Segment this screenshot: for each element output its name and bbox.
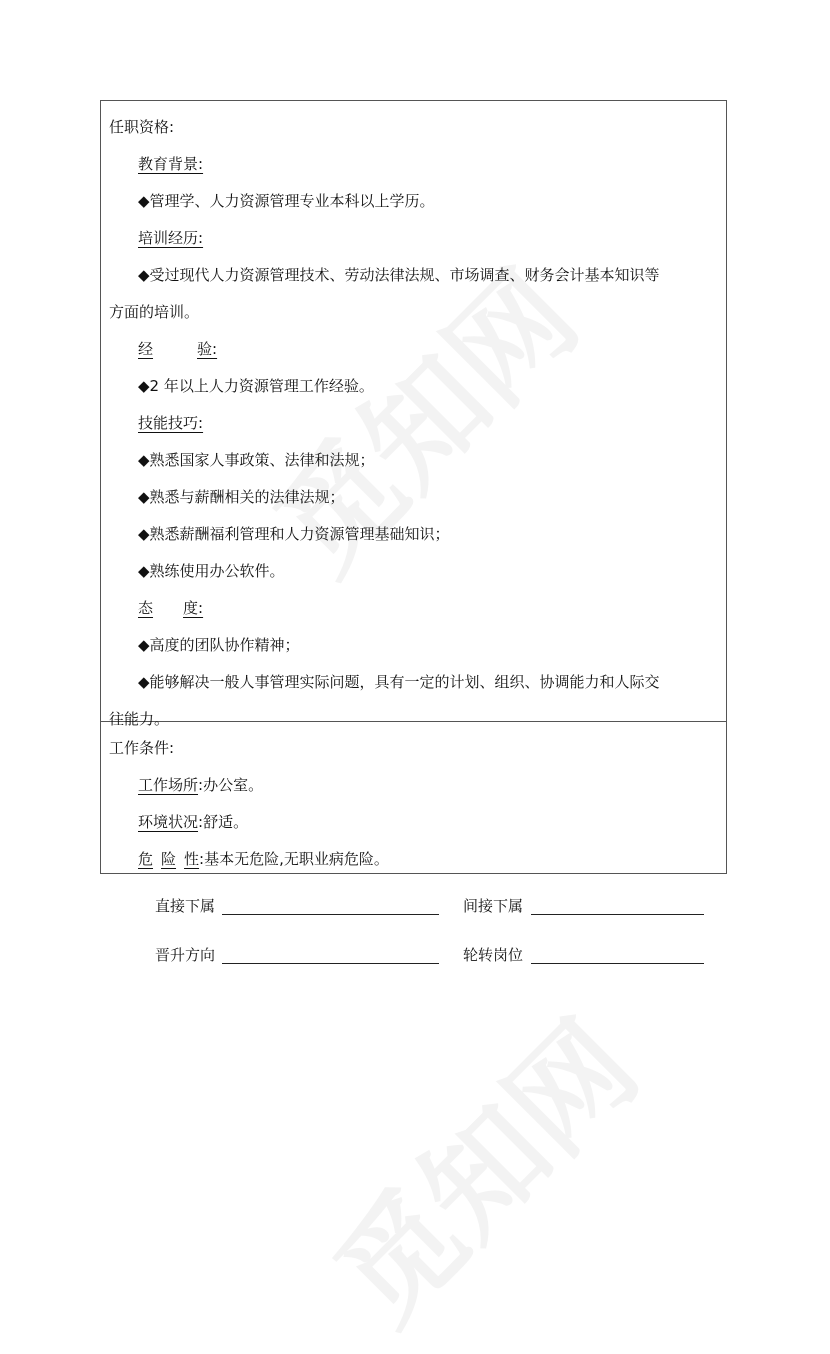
experience-item: ◆2 年以上人力资源管理工作经验。 xyxy=(138,377,374,395)
workplace-value: :办公室。 xyxy=(198,776,264,794)
training-item-cont: 方面的培训。 xyxy=(109,303,200,321)
skills-title: 技能技巧: xyxy=(138,414,204,432)
education-title: 教育背景: xyxy=(138,155,204,173)
training-item: ◆受过现代人力资源管理技术、劳动法律法规、市场调查、财务会计基本知识等 xyxy=(138,266,660,284)
qualifications-heading: 任职资格: xyxy=(109,118,175,136)
conditions-section xyxy=(101,721,726,873)
rotation-line[interactable] xyxy=(531,963,704,964)
skills-item: ◆熟悉国家人事政策、法律和法规； xyxy=(138,451,375,469)
workplace-row xyxy=(109,767,718,804)
indirect-subordinate-line[interactable] xyxy=(531,914,704,915)
workplace-label: 工作场所 xyxy=(138,776,199,794)
skills-item: ◆熟悉与薪酬相关的法律法规； xyxy=(138,488,345,506)
hazard-value: :基本无危险,无职业病危险。 xyxy=(199,850,389,868)
environment-label: 环境状况 xyxy=(138,813,199,831)
environment-value: :舒适。 xyxy=(198,813,249,831)
experience-title: 经 验: xyxy=(138,340,218,358)
attitude-item: ◆能够解决一般人事管理实际问题，具有一定的计划、组织、协调能力和人际交 xyxy=(138,673,660,691)
attitude-item: ◆高度的团队协作精神； xyxy=(138,636,300,654)
indirect-subordinate-label: 间接下属 xyxy=(463,897,524,915)
promotion-label: 晋升方向 xyxy=(155,946,216,964)
promotion-line[interactable] xyxy=(222,963,439,964)
skills-item: ◆熟悉薪酬福利管理和人力资源管理基础知识； xyxy=(138,525,450,543)
hazard-row xyxy=(109,841,718,878)
training-title: 培训经历: xyxy=(138,229,204,247)
direct-subordinate-label: 直接下属 xyxy=(155,897,216,915)
attitude-item-cont: 往能力。 xyxy=(109,710,170,728)
hazard-label: 危 险 性 xyxy=(138,850,200,868)
environment-row xyxy=(109,804,718,841)
direct-subordinate-line[interactable] xyxy=(222,914,439,915)
skills-item: ◆熟练使用办公软件。 xyxy=(138,562,285,580)
watermark xyxy=(292,978,668,1354)
rotation-label: 轮转岗位 xyxy=(463,946,524,964)
qualifications-section xyxy=(101,101,726,728)
education-item: ◆管理学、人力资源管理专业本科以上学历。 xyxy=(138,192,435,210)
job-description-table xyxy=(100,100,727,874)
conditions-heading: 工作条件: xyxy=(109,739,175,757)
attitude-title: 态 度: xyxy=(138,599,204,617)
